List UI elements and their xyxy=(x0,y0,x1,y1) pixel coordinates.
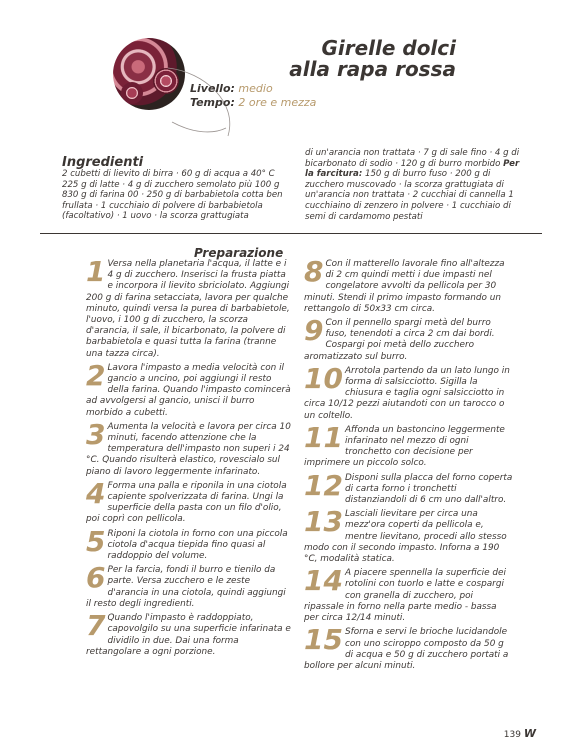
step-number: 2 xyxy=(86,358,106,392)
step xyxy=(304,623,514,672)
step xyxy=(304,468,514,507)
step-number: 3 xyxy=(86,417,106,451)
step xyxy=(304,505,514,565)
divider xyxy=(40,233,542,234)
ingredients-text-part: di un'arancia non trattata · 7 g di sale fino · 4 g di bicarbonato di sodio · 120 g di burro morbido xyxy=(305,148,520,169)
step xyxy=(304,314,514,363)
level-value: medio xyxy=(238,82,273,95)
step-text: Riponi la ciotola in forno con una piccola ciotola d'acqua tiepida fino quasi al raddoppio del volume. xyxy=(107,528,288,562)
step xyxy=(304,361,514,422)
level-label: Livello: xyxy=(190,82,235,95)
step-number: 9 xyxy=(304,314,324,348)
step xyxy=(304,255,514,315)
step-text: Arrotola partendo da un lato lungo in forma di salsicciotto. Sigilla la chiusura e taglia ogni salsicciotto in circa 10/12 pezzi aiutandoti con un tarocco o un coltello. xyxy=(304,365,510,421)
step xyxy=(86,609,292,658)
ingredients-text-part: 150 g di burro fuso · 200 g di zucchero muscovado · la scorza grattugiata di un'arancia non trattata · 2 cucchiai di cannella 1 cucchiaino di zenzero in polvere · 1 cucchiaio di semi di cardamomo pestati xyxy=(305,169,514,222)
step-text: Versa nella planetaria l'acqua, il latte e i 4 g di zucchero. Inserisci la frusta piatta e incorpora il lievito sbriciolato. Aggiungi 200 g di farina setacciata, lavora per qualche minuto, quindi versa la purea di barbabietole, l'uovo, i 100 g di zucchero, la scorza d'arancia, il sale, il bicarbonato, la polvere di barbabietola e quasi tutta la farina (tranne una tazza circa). xyxy=(86,259,290,359)
time-label: Tempo: xyxy=(190,96,235,109)
title-line-1: Girelle dolci xyxy=(321,36,456,60)
step-text: A piacere spennella la superficie dei rotolini con tuorlo e latte e cospargi con granella di zucchero, poi ripassale in forno nella parte medio - bassa per circa 12/14 minuti. xyxy=(304,568,506,624)
time-value: 2 ore e mezza xyxy=(238,96,317,109)
page-footer xyxy=(504,727,536,740)
step-number: 4 xyxy=(86,476,106,510)
ingredients-list-left xyxy=(62,169,292,222)
recipe-title xyxy=(289,38,456,80)
step-number: 13 xyxy=(304,505,343,539)
ingredients-text: 2 cubetti di lievito di birra · 60 g di acqua a 40° C 225 g di latte · 4 g di zucchero semolato più 100 g 830 g di farina 00 · 250 g di barbabietola cotta ben frullata · 1 cucchiaio di polvere di barbabietola (facoltativo) · 1 uovo · la scorza grattugiata xyxy=(62,169,283,222)
ingredients-heading: Ingredienti xyxy=(62,155,144,170)
brand-logo: W xyxy=(523,727,536,740)
step-text: Affonda un bastoncino leggermente infarinato nel mezzo di ogni tronchetto con decisione per imprimere un piccolo solco. xyxy=(304,424,505,469)
steps-column-right xyxy=(304,255,514,675)
bun-swirl xyxy=(121,82,143,104)
step-number: 15 xyxy=(304,623,343,657)
step-number: 10 xyxy=(304,361,343,395)
step-text: Con il pennello spargi metà del burro fuso, tenendoti a circa 2 cm dai bordi. Cospargi poi metà dello zucchero aromatizzato sul burro. xyxy=(304,318,495,362)
step xyxy=(86,417,292,478)
step xyxy=(86,358,292,419)
time-row xyxy=(190,96,316,110)
step-number: 7 xyxy=(86,609,106,643)
step-number: 8 xyxy=(304,255,324,288)
step xyxy=(86,255,292,360)
step-number: 11 xyxy=(304,420,343,454)
step xyxy=(304,564,514,624)
step-text: Con il matterello lavorale fino all'altezza di 2 cm quindi metti i due impasti nel congelatore avvolti da pellicola per 30 minuti. Stendi il primo impasto formando un rettangolo di 50x33 cm circa. xyxy=(304,259,505,314)
title-line-2: alla rapa rossa xyxy=(289,57,456,81)
step-text: Forma una palla e riponila in una ciotola capiente spolverizzata di farina. Ungi la superficie della pasta con un filo d'olio, poi coprì con pellicola. xyxy=(86,480,287,525)
ingredients-list-right xyxy=(305,148,520,222)
step-text: Sforna e servi le brioche lucidandole con uno sciroppo composto da 50 g di acqua e 50 g di zucchero portati a bollore per alcuni minuti. xyxy=(304,627,509,671)
step xyxy=(86,561,292,610)
step xyxy=(86,524,292,563)
filling-label: Per la farcitura: xyxy=(305,158,520,180)
recipe-meta xyxy=(190,82,316,110)
step-text: Quando l'impasto è raddoppiato, capovolgilo su una superficie infarinata e dividilo in due. Dai una forma rettangolare a ogni porzione. xyxy=(86,613,291,657)
step-text: Per la farcia, fondi il burro e tienilo da parte. Versa zucchero e le zeste d'arancia in una ciotola, quindi aggiungi il resto degli ingredienti. xyxy=(86,565,286,609)
page-number: 139 xyxy=(503,730,521,740)
step-text: Lavora l'impasto a media velocità con il gancio a uncino, poi aggiungi il resto della farina. Quando l'impasto comincerà ad avvolgersi al gancio, unisci il burro morbido a cubetti. xyxy=(86,362,291,418)
step-number: 5 xyxy=(86,524,106,558)
step-number: 1 xyxy=(86,255,106,288)
step xyxy=(304,420,514,470)
ingredients-text xyxy=(305,148,520,222)
step xyxy=(86,476,292,526)
step-number: 14 xyxy=(304,564,343,598)
steps-column-left xyxy=(86,255,292,661)
step-number: 12 xyxy=(304,468,343,502)
step-text: Disponi sulla placca del forno coperta di carta forno i tronchetti distanziandoli di 6 cm uno dall'altro. xyxy=(344,472,513,506)
level-row xyxy=(190,82,316,96)
step-number: 6 xyxy=(86,561,106,595)
step-text: Aumenta la velocità e lavora per circa 10 minuti, facendo attenzione che la temperatura dell'impasto non superi i 24 °C. Quando risulterà elastico, rovescialo sul piano di lavoro leggermente infarinato. xyxy=(86,421,291,477)
preparation-heading: Preparazione xyxy=(194,246,284,260)
step-text: Lasciali lievitare per circa una mezz'ora coperti da pellicola e, mentre lievitano, procedi allo stesso modo con il secondo impasto. Inforna a 190 °C, modalità statica. xyxy=(304,509,507,565)
